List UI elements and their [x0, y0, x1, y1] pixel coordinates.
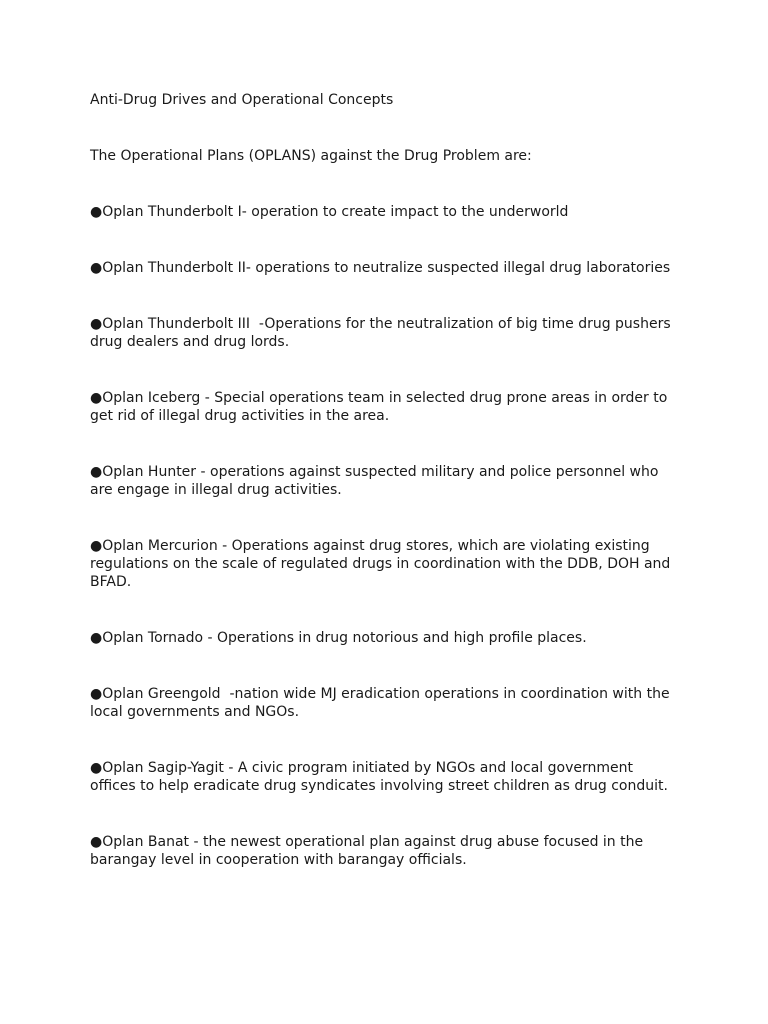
list-item-banat: ●Oplan Banat - the newest operational plan against drug abuse focused in the barangay level in cooperation with barangay officials. [90, 834, 648, 868]
list-item-tornado: ●Oplan Tornado - Operations in drug notorious and high profile places. [90, 630, 587, 646]
list-item-iceberg: ●Oplan Iceberg - Special operations team in selected drug prone areas in order to get rid of illegal drug activities in the area. [90, 390, 672, 424]
document-title: Anti-Drug Drives and Operational Concepts [90, 92, 394, 108]
list-item-thunderbolt-1: ●Oplan Thunderbolt I- operation to create impact to the underworld [90, 204, 569, 220]
document-page [90, 91, 680, 907]
list-item-thunderbolt-2: ●Oplan Thunderbolt II- operations to neutralize suspected illegal drug laboratories [90, 260, 671, 276]
list-item-greengold: ●Oplan Greengold -nation wide MJ eradication operations in coordination with the local governments and NGOs. [90, 686, 675, 720]
list-item-sagip-yagit: ●Oplan Sagip-Yagit - A civic program initiated by NGOs and local government offices to help eradicate drug syndicates involving street children as drug conduit. [90, 760, 668, 794]
document-intro: The Operational Plans (OPLANS) against the Drug Problem are: [90, 148, 532, 164]
list-item-hunter: ●Oplan Hunter - operations against suspected military and police personnel who are engage in illegal drug activities. [90, 464, 663, 498]
list-item-thunderbolt-3: ●Oplan Thunderbolt III -Operations for the neutralization of big time drug pushers drug dealers and drug lords. [90, 316, 676, 350]
list-item-mercurion: ●Oplan Mercurion - Operations against drug stores, which are violating existing regulations on the scale of regulated drugs in coordination with the DDB, DOH and BFAD. [90, 538, 675, 590]
